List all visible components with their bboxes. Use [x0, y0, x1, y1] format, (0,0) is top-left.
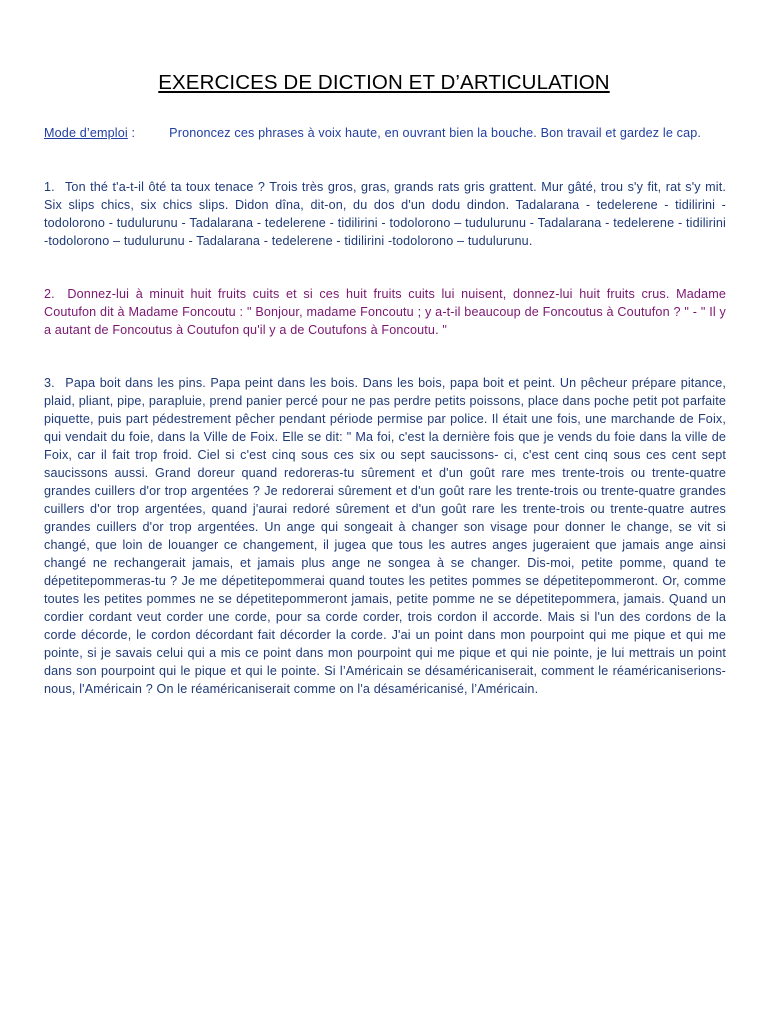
paragraph-number: 3.: [44, 376, 55, 390]
exercise-paragraph-2: [44, 285, 726, 339]
mode-label: Mode d’emploi: [44, 126, 128, 140]
paragraph-number: 1.: [44, 180, 55, 194]
exercise-paragraph-1: [44, 178, 726, 250]
paragraph-text: Papa boit dans les pins. Papa peint dans les bois. Dans les bois, papa boit et peint. Un pêcheur prépare pitance, plaid, pliant, pipe, parapluie, prend panier percé pour ne pas perdre petits poissons, place dans poche petit pot parfaite piquette, puis part pédestrement pêcher pendant période permise par police. Il était une fois, une marchande de Foix, qui vendait du foie, dans la Ville de Foix. Elle se dit: " Ma foi, c'est la dernière fois que je vends du foie dans la ville de Foix, car il fait trop froid. Ciel si c'est cinq sous ces six ou sept saucissons- ci, c'est cent cinq sous ces cent sept saucissons aussi. Grand doreur quand redoreras-tu sûrement et d'un goût rare mes trente-trois ou trente-quatre grandes cuillers d'or trop argentées ? Je redorerai sûrement et d'un goût rare les trente-trois ou trente-quatre grandes cuillers d'or trop argentées, quand j'aurai redoré sûrement et d'un goût rare les trente-trois ou trente-quatre autres grandes cuillers d'or trop argentées. Un ange qui songeait à changer son visage pour donner le change, se vit si changé, que loin de louanger ce changement, il jugea que tous les autres anges jugeraient que jamais ange ainsi changé ne rechangerait jamais, et jamais plus ange ne songea à se changer. Dis-moi, petite pomme, quand te dépetitepommeras-tu ? Je me dépetitepommerai quand toutes les petites pommes se dépetitepommeront. Or, comme toutes les petites pommes ne se dépetitepommeront jamais, petite pomme ne se dépetitepommera, jamais. Quand un cordier cordant veut corder une corde, pour sa corde corder, trois cordon il accorde. Mais si l'un des cordons de la corde décorde, le cordon décordant fait décorder la corde. J'ai un point dans mon pourpoint qui me pique et qui me pointe, si je savais celui qui a mis ce point dans mon pourpoint qui me pique et qui nie pointe, je lui mettrais un point dans son pourpoint qui le pique et qui le pointe. Si l’Américain se désaméricaniserait, comment le réaméricaniserions-nous, l'Américain ? On le réaméricaniserait comme on l'a désaméricanisé, l’Américain.: [44, 376, 726, 696]
paragraph-text: Ton thé t'a-t-il ôté ta toux tenace ? Trois très gros, gras, grands rats gris grattent. Mur gâté, trou s'y fit, rat s'y mit. Six slips chics, six chics slips. Didon dîna, dit-on, du dos d'un dodu dindon. Tadalarana - tedelerene - tidilirini - todolorono - tudulurunu - Tadalarana - tedelerene - tidilirini - todolorono – tudulurunu - Tadalarana - tedelerene - tidilirini -todolorono – tudulurunu - Tadalarana - tedelerene - tidilirini -todolorono – tudulurunu.: [44, 180, 727, 248]
mode-text: Prononcez ces phrases à voix haute, en ouvrant bien la bouche. Bon travail et gardez le cap.: [169, 126, 702, 140]
paragraph-text: Donnez-lui à minuit huit fruits cuits et si ces huit fruits cuits lui nuisent, donnez-lui huit fruits crus. Madame Coutufon dit à Madame Foncoutu : " Bonjour, madame Foncoutu ; y a-t-il beaucoup de Foncoutus à Coutufon ? " - " Il y a autant de Foncoutus à Coutufon qu'il y a de Coutufons à Foncoutu. ": [44, 287, 726, 337]
mode-colon: :: [127, 126, 136, 140]
page-title: EXERCICES DE DICTION ET D’ARTICULATION: [158, 71, 610, 94]
paragraph-number: 2.: [44, 287, 55, 301]
exercise-paragraph-3: [44, 374, 726, 698]
instructions-paragraph: [44, 124, 726, 142]
